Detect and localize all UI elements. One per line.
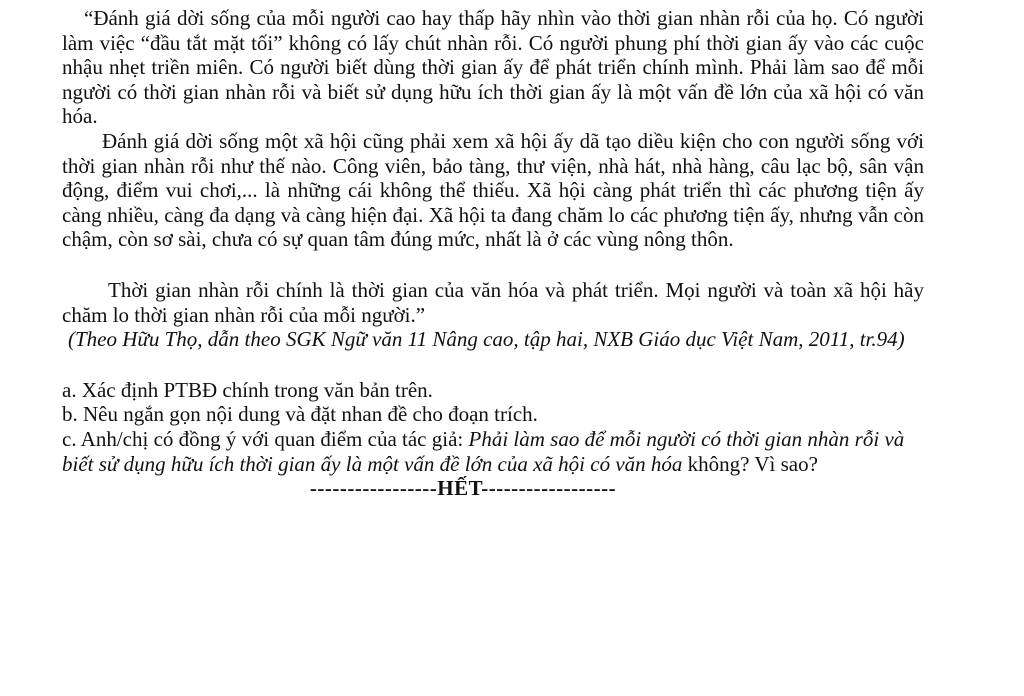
passage-paragraph-1: “Đánh giá dời sống của mỗi người cao hay thấp hãy nhìn vào thời gian nhàn rỗi của họ. Có người làm việc “đầu tắt mặt tối” không có lấy chút nhàn rỗi. Có người phung phí thời gian ấy vào các cuộc nhậu nhẹt triền miên. Có người biết dùng thời gian ấy để phát triển chính mình. Phải làm sao để mỗi người có thời gian nhàn rỗi và biết sử dụng hữu ích thời gian ấy là một vấn đề lớn của xã hội có văn hóa. <box>62 6 924 129</box>
question-c-quote: Phải làm sao để mỗi người có thời gian nhàn rỗi và biết sử dụng hữu ích thời gian ấy là một vấn đề lớn của xã hội có văn hóa <box>62 426 905 476</box>
question-c-prefix: c. Anh/chị có đồng ý với quan điểm của tác giả: <box>62 426 469 451</box>
spacer <box>62 252 924 278</box>
end-marker: -----------------HẾT------------------ <box>309 476 617 501</box>
question-c <box>62 427 924 476</box>
spacer <box>62 352 924 378</box>
passage-source-citation: (Theo Hữu Thọ, dẫn theo SGK Ngữ văn 11 Nâng cao, tập hai, NXB Giáo dục Việt Nam, 2011, tr.94) <box>68 327 905 352</box>
passage-paragraph-2: Đánh giá dời sống một xã hội cũng phải xem xã hội ấy dã tạo diều kiện cho con người sống với thời gian nhàn rỗi như thế nào. Công viên, bảo tàng, thư viện, nhà hát, nhà hàng, câu lạc bộ, sân vận động, điểm vui chơi,... là những cái không thể thiếu. Xã hội càng phát triển thì các phương tiện ấy càng nhiều, càng đa dạng và càng hiện đại. Xã hội ta đang chăm lo các phương tiện ấy, nhưng vẫn còn chậm, còn sơ sài, chưa có sự quan tâm đúng mức, nhất là ở các vùng nông thôn. <box>62 128 924 252</box>
passage-paragraph-3: Thời gian nhàn rỗi chính là thời gian của văn hóa và phát triển. Mọi người và toàn xã hội hãy chăm lo thời gian nhàn rỗi của mỗi người.” <box>62 277 924 327</box>
question-a: a. Xác định PTBĐ chính trong văn bản trên. <box>62 377 433 402</box>
question-b: b. Nêu ngắn gọn nội dung và đặt nhan đề cho đoạn trích. <box>62 402 538 427</box>
document-page <box>62 6 924 501</box>
question-c-suffix: không? Vì sao? <box>682 451 818 476</box>
